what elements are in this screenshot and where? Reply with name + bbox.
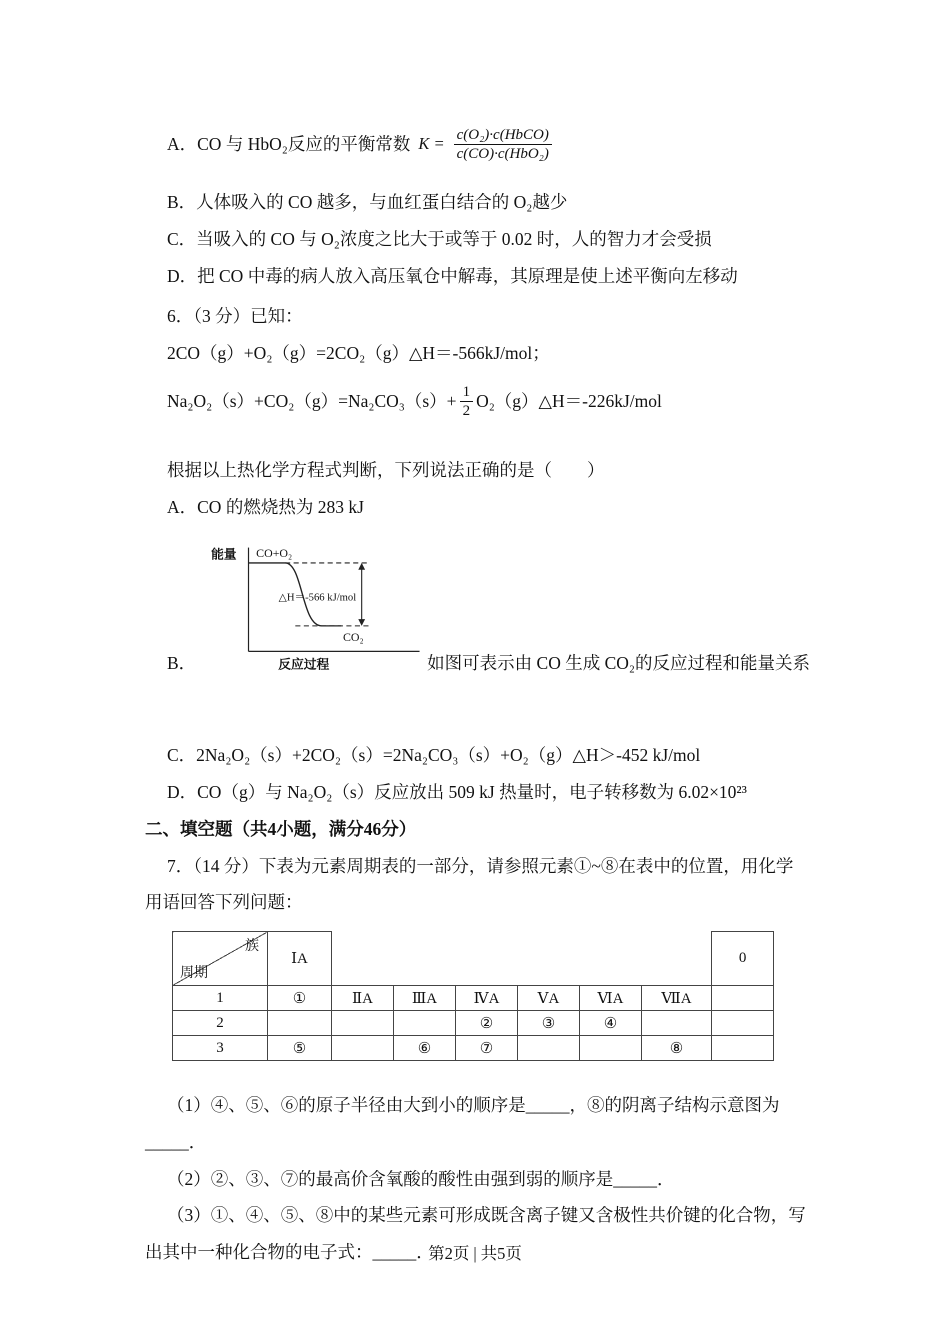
corner-group-label: 族 <box>245 939 259 954</box>
element-cell: ⑥ <box>394 1036 456 1061</box>
element-cell <box>580 1036 642 1061</box>
q6-eq2-left: Na₂O₂（s）+CO₂（g）=Na₂CO₃（s）+ <box>167 391 457 412</box>
k-numerator: c(O₂)·c(HbCO) <box>454 126 552 145</box>
period-number: 3 <box>173 1036 268 1061</box>
y-axis-label: 能量 <box>211 547 237 562</box>
q6-option-b-label: B． <box>167 652 197 673</box>
periodic-table-fragment <box>172 931 774 1061</box>
period-row-2 <box>173 1011 774 1036</box>
x-axis-label: 反应过程 <box>278 657 330 672</box>
period-row-3 <box>173 1036 774 1061</box>
enthalpy-label: △H＝-566 kJ/mol <box>278 592 357 604</box>
product-label: CO₂ <box>343 630 364 645</box>
page-footer <box>0 1240 950 1264</box>
fraction-denominator: 2 <box>462 403 471 420</box>
fraction-numerator: 1 <box>460 383 474 402</box>
group-ia-header: ⅠA <box>268 932 332 986</box>
q6-stem: 6．（3 分）已知： <box>167 306 303 327</box>
element-cell <box>712 1036 774 1061</box>
element-cell: ⑧ <box>642 1036 712 1061</box>
group-label-cell: ⅦA <box>642 986 712 1011</box>
k-denominator: c(CO)·c(HbO₂) <box>456 145 549 162</box>
element-cell <box>712 1011 774 1036</box>
element-cell: ① <box>268 986 332 1011</box>
q5-option-a <box>145 118 810 170</box>
q6-eq2-right: O₂（g）△H＝-226kJ/mol <box>476 391 662 412</box>
element-cell: ④ <box>580 1011 642 1036</box>
element-cell <box>332 1036 394 1061</box>
enthalpy-arrow <box>358 563 365 626</box>
q6-option-d: D．CO（g）与 Na₂O₂（s）反应放出 509 kJ 热量时，电子转移数为 6.02×10²³ <box>167 782 747 802</box>
q7-sub3: （3）①、④、⑤、⑧中的某些元素可形成既含离子键又含极性共价键的化合物，写出其中一种化合物的电子式：_____． <box>145 1205 806 1262</box>
q7-intro: 7．（14 分）下表为元素周期表的一部分，请参照元素①~⑧在表中的位置，用化学用语回答下列问题： <box>145 855 794 913</box>
reactant-label: CO+O₂ <box>256 546 293 561</box>
period-number: 1 <box>173 986 268 1011</box>
footer-divider: | <box>473 1244 477 1263</box>
header-empty-span <box>332 932 712 986</box>
period-number: 2 <box>173 1011 268 1036</box>
element-cell <box>268 1011 332 1036</box>
footer-total-pages: 共5页 <box>480 1244 522 1263</box>
corner-cell <box>173 932 268 986</box>
q6-option-c: C．2Na₂O₂（s）+2CO₂（s）=2Na₂CO₃（s）+O₂（g）△H＞-452 kJ/mol <box>167 745 701 766</box>
element-cell <box>332 1011 394 1036</box>
element-cell: ② <box>456 1011 518 1036</box>
q5-option-a-text: A．CO 与 HbO₂反应的平衡常数 <box>167 133 411 154</box>
q5-option-d: D．把 CO 中毒的病人放入高压氧仓中解毒，其原理是使上述平衡向左移动 <box>167 265 738 286</box>
group-label-cell: ⅤA <box>518 986 580 1011</box>
element-cell: ③ <box>518 1011 580 1036</box>
q7-sub1: （1）④、⑤、⑥的原子半径由大到小的顺序是_____，⑧的阴离子结构示意图为_____． <box>145 1095 780 1152</box>
q6-option-a: A．CO 的燃烧热为 283 kJ <box>167 496 364 517</box>
element-cell <box>712 986 774 1011</box>
group-zero-header: 0 <box>712 932 774 986</box>
k-equals: K = <box>418 133 445 153</box>
energy-diagram <box>200 529 423 687</box>
section-2-title: 二、填空题（共4小题，满分46分） <box>145 818 417 839</box>
group-label-cell: ⅣA <box>456 986 518 1011</box>
group-label-cell: ⅢA <box>394 986 456 1011</box>
table-header-row <box>173 932 774 986</box>
q6-equation-1: 2CO（g）+O₂（g）=2CO₂（g）△H＝-566kJ/mol； <box>167 343 550 363</box>
q6-judge-line: 根据以上热化学方程式判断，下列说法正确的是（ ） <box>167 459 605 480</box>
k-fraction <box>454 126 552 163</box>
q6-option-b-caption: 如图可表示由 CO 生成 CO₂的反应过程和能量关系 <box>427 652 810 673</box>
q5-option-b: B．人体吸入的 CO 越多，与血红蛋白结合的 O₂越少 <box>167 192 568 212</box>
element-cell <box>518 1036 580 1061</box>
element-cell: ⑦ <box>456 1036 518 1061</box>
period-row-1 <box>173 986 774 1011</box>
one-half-fraction <box>460 383 474 420</box>
element-cell: ⑤ <box>268 1036 332 1061</box>
footer-page-number: 第2页 <box>428 1244 470 1263</box>
element-cell <box>642 1011 712 1036</box>
corner-period-label: 周期 <box>180 966 208 981</box>
element-cell <box>394 1011 456 1036</box>
group-label-cell: ⅡA <box>332 986 394 1011</box>
q7-sub2: （2）②、③、⑦的最高价含氧酸的酸性由强到弱的顺序是_____． <box>167 1168 675 1189</box>
q6-option-b <box>145 529 810 687</box>
group-label-cell: ⅥA <box>580 986 642 1011</box>
q6-equation-2 <box>145 376 810 428</box>
q5-option-c: C．当吸入的 CO 与 O₂浓度之比大于或等于 0.02 时，人的智力才会受损 <box>167 228 712 249</box>
equilibrium-constant-formula <box>418 126 555 163</box>
